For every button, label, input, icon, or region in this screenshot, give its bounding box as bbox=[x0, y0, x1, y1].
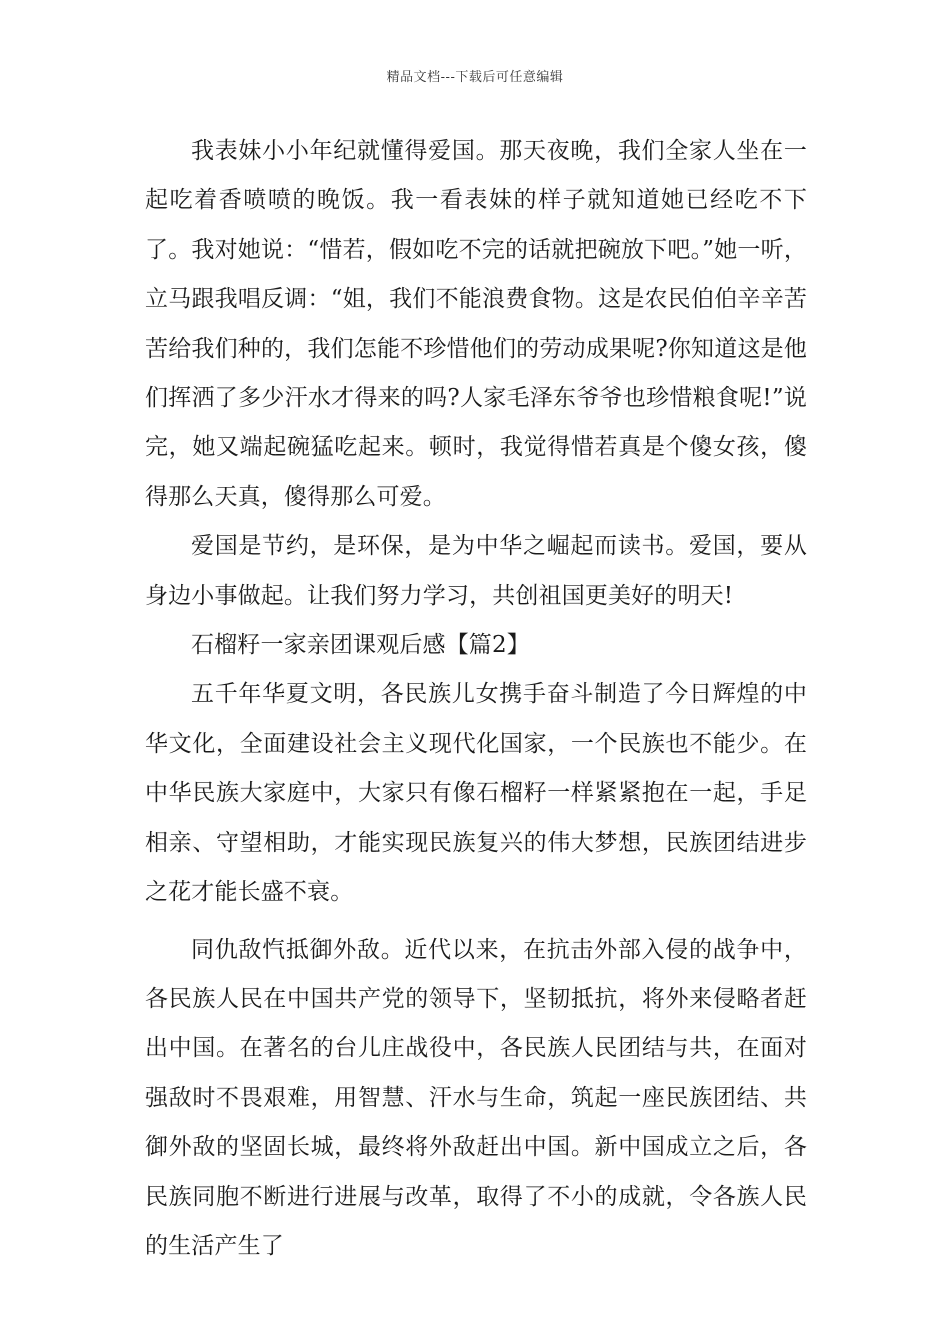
paragraph-gap bbox=[145, 918, 807, 926]
section-heading: 石榴籽一家亲团课观后感【篇2】 bbox=[191, 632, 530, 659]
paragraph-4: 同仇敌忾抵御外敌。近代以来，在抗击外部入侵的战争中，各民族人民在中国共产党的领导下，坚韧抵抗，将外来侵略者赶出中国。在著名的台儿庄战役中，各民族人民团结与共，在面对强敌时不畏艰难，用智慧、汗水与生命，筑起一座民族团结、共御外敌的坚固长城，最终将外敌赶出中国。新中国成立之后，各民族同胞不断进行进展与改革，取得了不小的成就，令各族人民的生活产生了 bbox=[145, 936, 807, 1259]
paragraph-2: 爱国是节约，是环保，是为中华之崛起而读书。爱国，要从身边小事做起。让我们努力学习，共创祖国更美好的明天! bbox=[145, 533, 807, 609]
page-header: 精品文档---下载后可任意编辑 bbox=[386, 70, 564, 85]
document-body bbox=[145, 127, 807, 1271]
paragraph-1: 我表妹小小年纪就懂得爱国。那天夜晚，我们全家人坐在一起吃着香喷喷的晚饭。我一看表妹的样子就知道她已经吃不下了。我对她说：“惜若，假如吃不完的话就把碗放下吧。”她一听，立马跟我唱反调：“姐，我们不能浪费食物。这是农民伯伯辛辛苦苦给我们种的，我们怎能不珍惜他们的劳动成果呢?你知道这是他们挥洒了多少汗水才得来的吗?人家毛泽东爷爷也珍惜粮食呢!”说完，她又端起碗猛吃起来。顿时，我觉得惜若真是个傻女孩，傻得那么天真，傻得那么可爱。 bbox=[145, 138, 807, 510]
paragraph-3: 五千年华夏文明，各民族儿女携手奋斗制造了今日辉煌的中华文化，全面建设社会主义现代化国家，一个民族也不能少。在中华民族大家庭中，大家只有像石榴籽一样紧紧抱在一起，手足相亲、守望相助，才能实现民族复兴的伟大梦想，民族团结进步之花才能长盛不衰。 bbox=[145, 681, 807, 906]
